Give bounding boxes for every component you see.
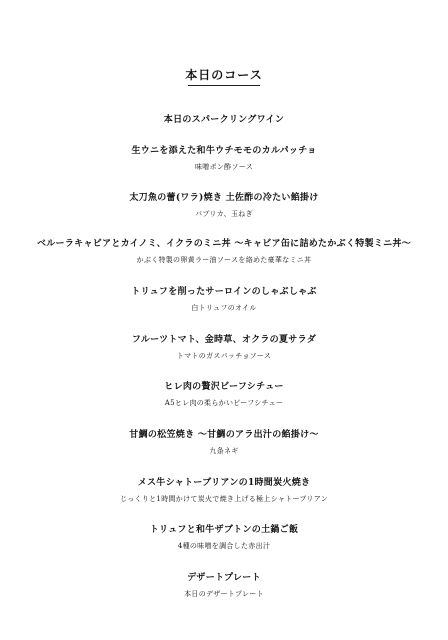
course-name: ベルーラキャビアとカイノミ、イクラのミニ丼 ～キャビア缶に詰めたかぶく特製ミニ丼～ bbox=[36, 239, 412, 249]
course-description: 味噌ポン酢ソース bbox=[194, 163, 254, 171]
menu-title: 本日のコース bbox=[185, 68, 263, 82]
course-description: トマトのガスパッチョソース bbox=[176, 352, 272, 360]
course-name: メス牛シャトーブリアンの1時間炭火焼き bbox=[137, 478, 311, 488]
title-underline bbox=[188, 85, 260, 86]
course-description: パプリカ、玉ねぎ bbox=[195, 210, 253, 218]
course-item bbox=[0, 115, 448, 126]
course-item bbox=[0, 525, 448, 551]
course-description: じっくりと1時間かけて炭火で焼き上げる極上シャトーブリアン bbox=[119, 495, 329, 503]
course-name: フルーツトマト、金時草、オクラの夏サラダ bbox=[131, 335, 317, 345]
course-description: A5ヒレ肉の柔らかいビーフシチュー bbox=[164, 399, 284, 407]
course-item bbox=[0, 478, 448, 504]
course-item bbox=[0, 239, 448, 265]
course-description: 九条ネギ bbox=[209, 447, 239, 455]
course-name: 太刀魚の蕾(ワラ)焼き 土佐酢の冷たい餡掛け bbox=[129, 193, 319, 203]
course-description: 白トリュフのオイル bbox=[191, 304, 257, 312]
course-name: トリュフを削ったサーロインのしゃぶしゃぶ bbox=[131, 287, 317, 297]
course-item bbox=[0, 193, 448, 219]
course-name: ヒレ肉の贅沢ビーフシチュー bbox=[164, 382, 284, 392]
course-item bbox=[0, 146, 448, 172]
course-item bbox=[0, 287, 448, 313]
course-name: 本日のスパークリングワイン bbox=[163, 115, 285, 125]
course-name: 生ウニを添えた和牛ウチモモのカルパッチョ bbox=[131, 146, 317, 156]
course-item bbox=[0, 335, 448, 361]
course-description: 本日のデザートプレート bbox=[184, 590, 264, 598]
course-description: かぶく特製の卵黄ラー油ソースを絡めた豪華なミニ丼 bbox=[136, 256, 312, 264]
course-name: 甘鯛の松笠焼き ～甘鯛のアラ出汁の餡掛け～ bbox=[129, 430, 319, 440]
course-name: デザートプレート bbox=[187, 573, 261, 583]
course-name: トリュフと和牛ザブトンの土鍋ご飯 bbox=[149, 525, 299, 535]
course-item bbox=[0, 382, 448, 408]
course-item bbox=[0, 430, 448, 456]
course-item bbox=[0, 573, 448, 599]
course-description: 4種の味噌を調合した赤出汁 bbox=[177, 542, 271, 550]
